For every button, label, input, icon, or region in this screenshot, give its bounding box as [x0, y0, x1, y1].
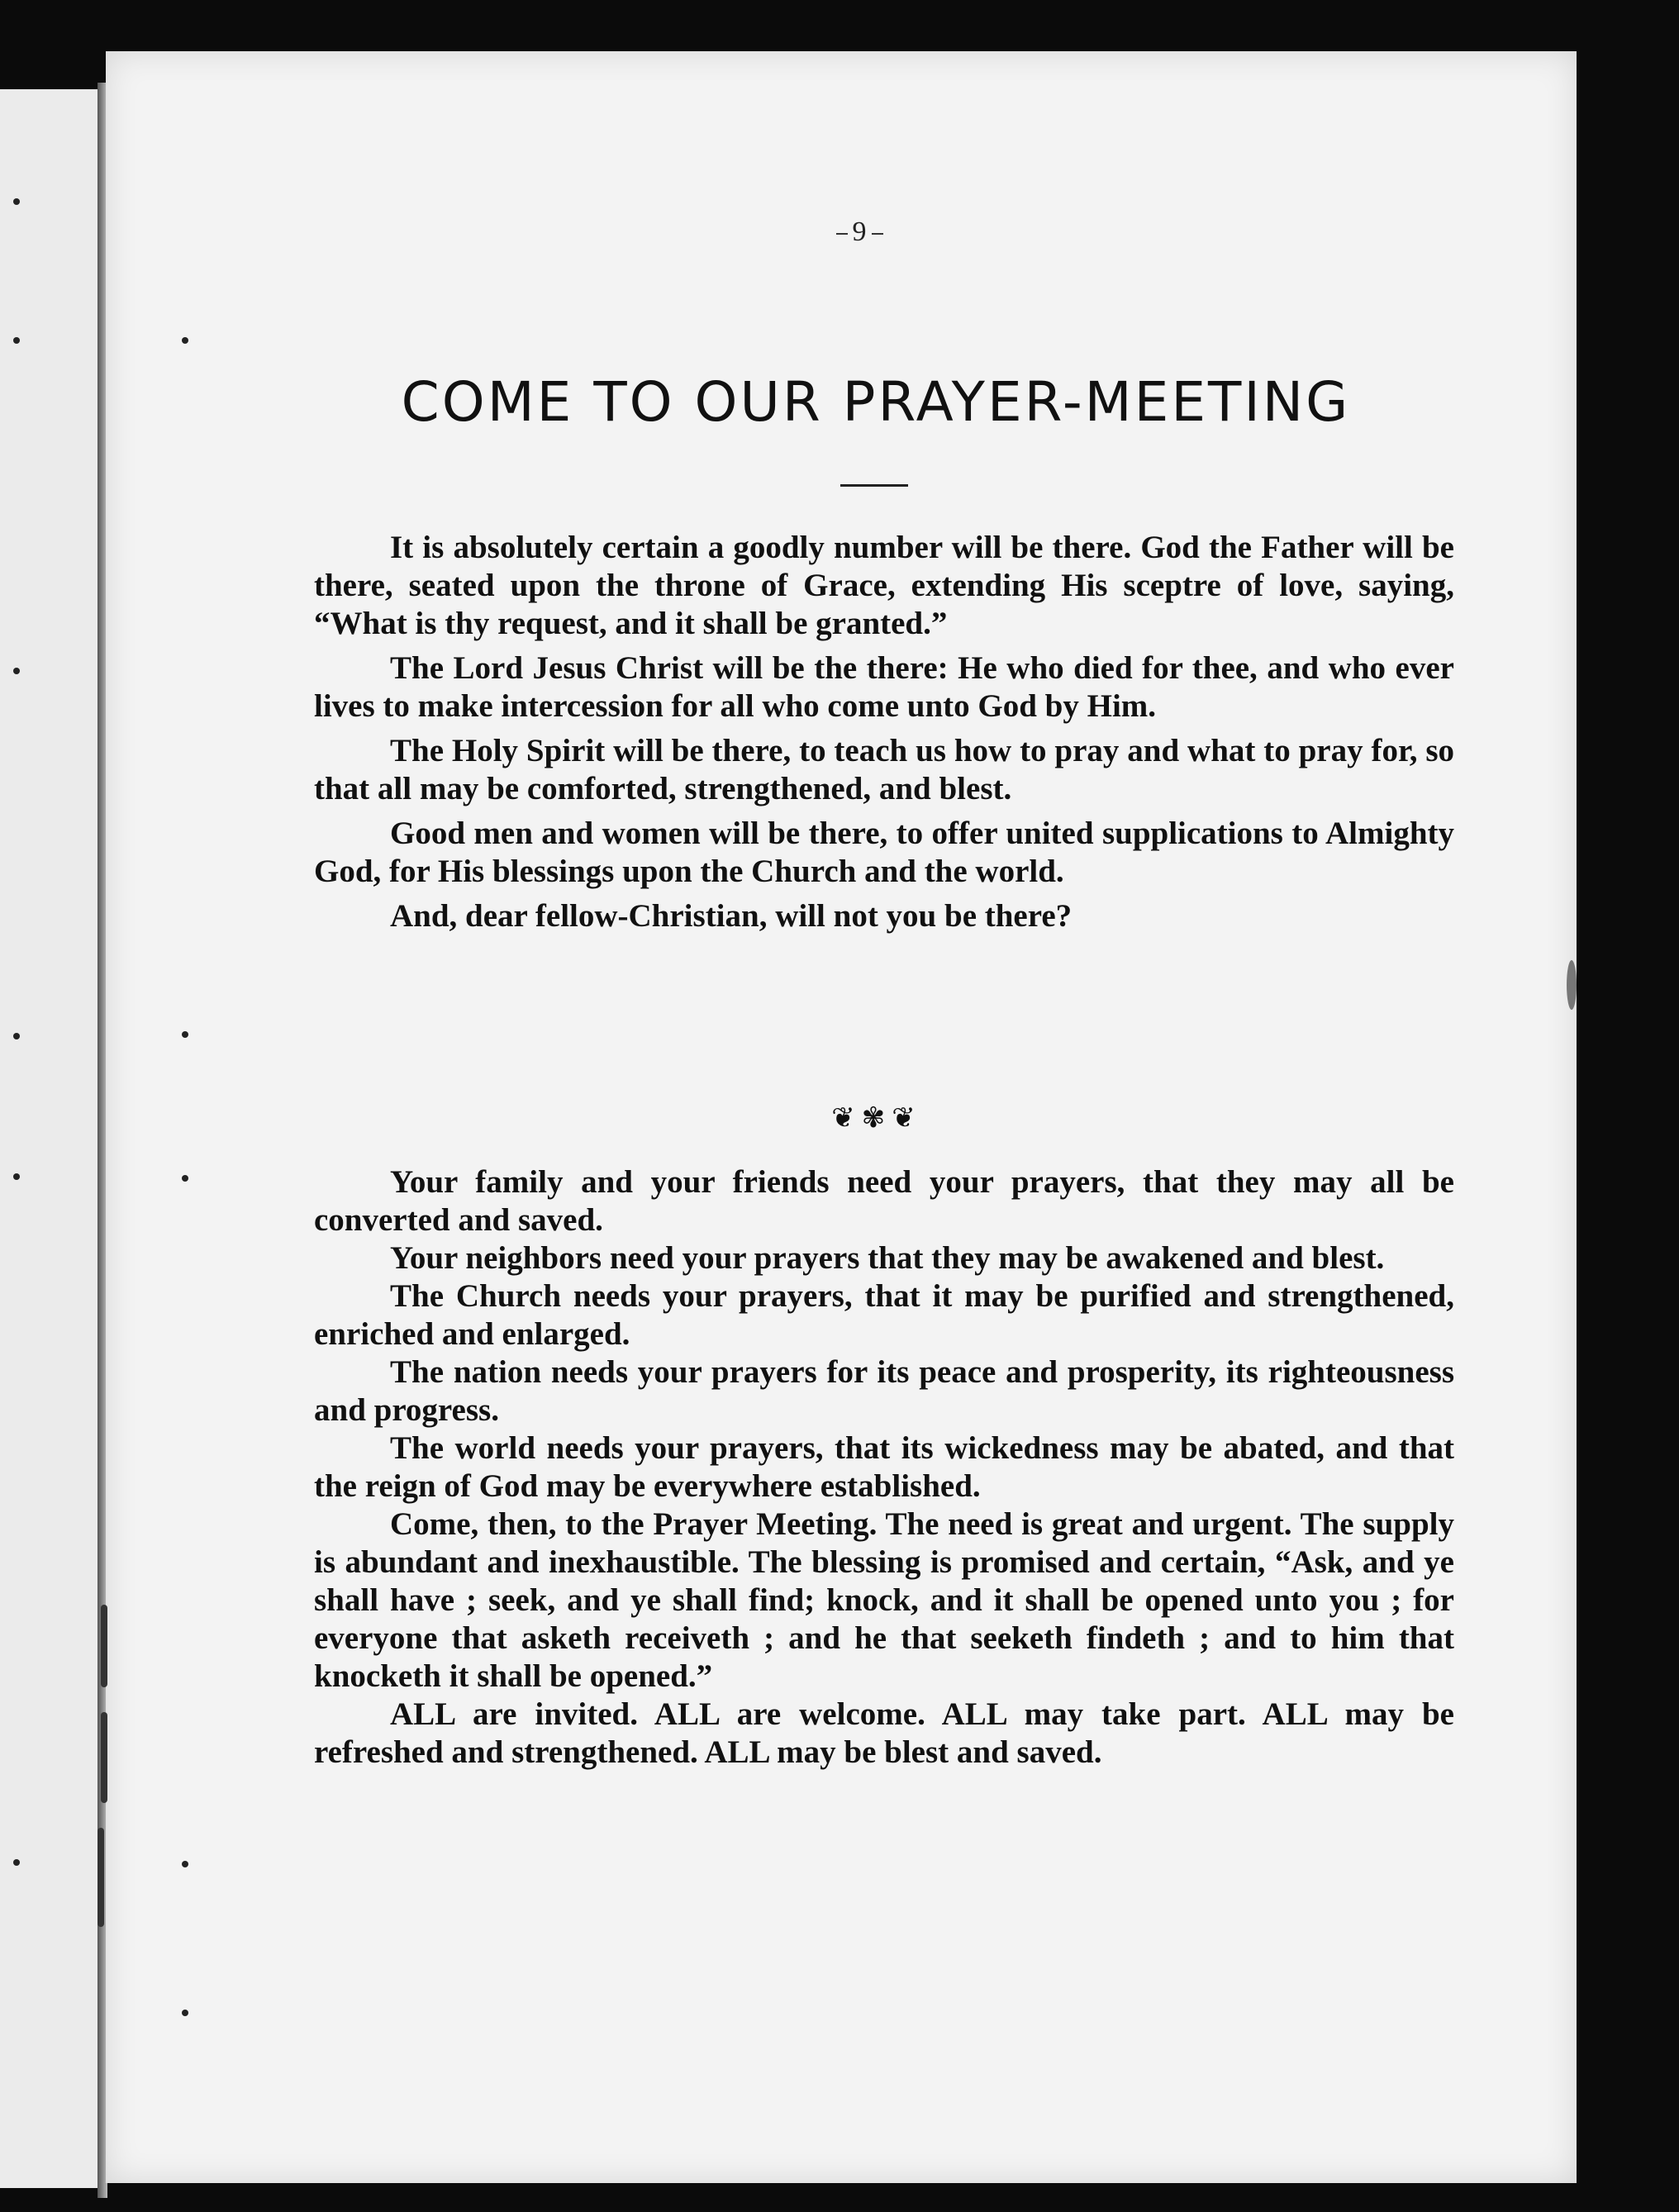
page-title: COME TO OUR PRAYER-MEETING — [401, 370, 1351, 434]
body-section-2 — [314, 1163, 1454, 1772]
paragraph: The Church needs your prayers, that it may be purified and strengthened, enriched and enlarged. — [314, 1278, 1454, 1352]
floral-ornament-icon: ❦ ✾ ❦ — [831, 1101, 916, 1135]
paragraph: The nation needs your prayers for its peace and prosperity, its righteousness and progress. — [314, 1354, 1454, 1428]
binding-hole-4 — [182, 1861, 188, 1867]
binding-hole-1 — [182, 337, 188, 344]
facing-page-edge — [0, 89, 99, 2188]
paragraph: It is absolutely certain a goodly number will be there. God the Father will be there, seated upon the throne of Grace, extending His sceptre of love, saying, “What is thy request, and it shall be granted.” — [314, 530, 1454, 641]
binding-thread-3 — [98, 1828, 104, 1927]
margin-speck-3 — [13, 668, 20, 674]
paragraph: The Lord Jesus Christ will be the there: He who died for thee, and who ever lives to make intercession for all who come unto God by Him. — [314, 650, 1454, 724]
title-rule — [840, 484, 908, 487]
body-section-1 — [314, 529, 1454, 942]
paragraph: Your family and your friends need your prayers, that they may all be converted and saved. — [314, 1164, 1454, 1238]
binding-hole-5 — [182, 2010, 188, 2016]
page-number: 9 — [810, 216, 909, 248]
paragraph: And, dear fellow-Christian, will not you be there? — [390, 898, 1073, 934]
paragraph: ALL are invited. ALL are welcome. ALL may take part. ALL may be refreshed and strengthened. ALL may be blest and saved. — [314, 1696, 1454, 1770]
paragraph: The Holy Spirit will be there, to teach us how to pray and what to pray for, so that all may be comforted, strengthened, and blest. — [314, 733, 1454, 806]
margin-speck-4 — [13, 1033, 20, 1039]
binding-thread-1 — [101, 1605, 107, 1687]
binding-hole-2 — [182, 1031, 188, 1038]
margin-speck-1 — [13, 198, 20, 205]
paragraph: Come, then, to the Prayer Meeting. The need is great and urgent. The supply is abundant and inexhaustible. The blessing is promised and certain, “Ask, and ye shall have ; seek, and ye shall find; knock, and it shall be opened unto you ; for everyone that asketh receiveth ; and he that seeketh findeth ; and to him that knocketh it shall be opened.” — [314, 1506, 1454, 1694]
right-edge-blemish — [1567, 960, 1577, 1010]
margin-speck-2 — [13, 337, 20, 344]
margin-speck-6 — [13, 1859, 20, 1866]
paragraph: Good men and women will be there, to offer united supplications to Almighty God, for His blessings upon the Church and the world. — [314, 816, 1454, 889]
paragraph: The world needs your prayers, that its wickedness may be abated, and that the reign of God may be everywhere established. — [314, 1430, 1454, 1504]
paragraph: Your neighbors need your prayers that they may be awakened and blest. — [390, 1240, 1385, 1276]
margin-speck-5 — [13, 1173, 20, 1180]
binding-hole-3 — [182, 1175, 188, 1182]
binding-thread-2 — [101, 1712, 107, 1803]
